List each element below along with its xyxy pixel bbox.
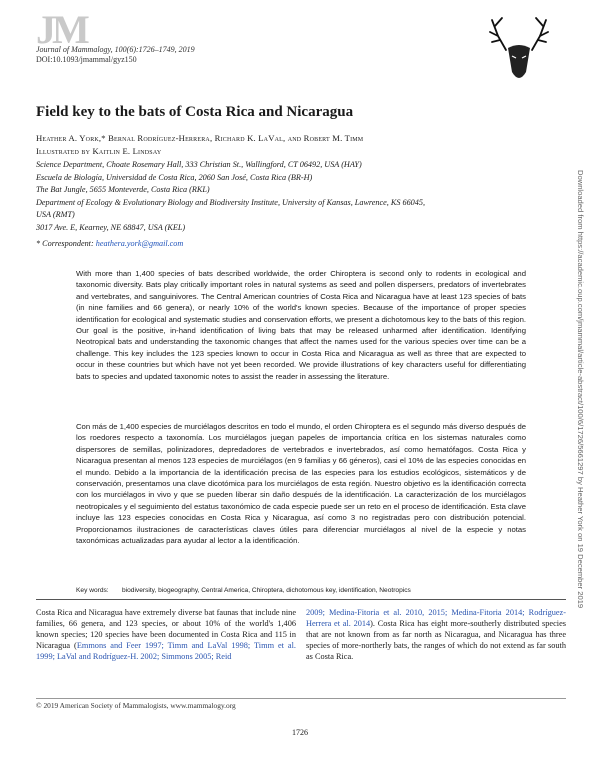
page-number: 1726 [292,728,308,737]
author-list [36,132,566,157]
keywords-text: biodiversity, biogeography, Central America, Chiroptera, dichotomous key, identification, Neotropics [122,587,411,594]
reference-links[interactable]: Emmons and Feer 1997; Timm and LaVal 1998; Timm et al. 1999; LaVal and Rodríguez-H. 2002; Simmons 2005; Reid [36,641,296,662]
article-title: Field key to the bats of Costa Rica and Nicaragua [36,104,354,120]
affiliation: USA (RMT) [36,210,75,220]
correspondent-label: * Correspondent: [36,239,96,248]
body-right-column [306,607,566,662]
correspondent-email-link[interactable]: heathera.york@gmail.com [95,239,184,248]
abstract-english: With more than 1,400 species of bats described worldwide, the order Chiroptera is second only to rodents in ecological and taxonomic diversity. Bats play critically important roles in natural systems as seed and pollen dispersers, predators of invertebrates and vertebrates, and sanguinivores. The Central American countries of Costa Rica and Nicaragua have at least 123 species of bats (in nine families and 66 genera), or nearly 10% of the world's known species. Because of the importance of proper species identification for ecological and systematic studies and conservation efforts, we present a dichotomous key to the bats of this region. Our goal is the positive, in-hand identification of living bats that may be released unharmed after identification. Identifying Neotropical bats and understanding the taxonomic changes that affect the names used for the various species over time can be a challenge. This key includes the 123 species known to occur in Costa Rica and Nicaragua as well as three that are expected to occur in these countries but which have not yet been recorded. We provide illustrations of key characters useful for differentiating bats to species and updated taxonomic notes to assist the reader in assessing the literature. [76,269,526,381]
affiliations [36,159,556,235]
affiliation: Department of Ecology & Evolutionary Biology and Biodiversity Institute, University of Kansas, Lawrence, KS 66045, [36,197,426,207]
doi-link[interactable]: DOI:10.1093/jmammal/gyz150 [36,55,137,64]
body-text: ). Costa Rica has eight more-southerly distributed species that are not known from as far north as Nicaragua, and Nicaragua has three species of more-northerly bats, the ranges of which do not extend as far south as Costa Rica. [306,619,567,662]
authors-line: Heather A. York,* Bernal Rodríguez-Herrera, Richard K. LaVal, and Robert M. Timm [36,133,364,143]
download-watermark: Downloaded from https://academic.oup.com/jmammal/article-abstract/100/6/1726/5661297 by Heather York on 19 December 2019 [576,170,585,609]
affiliation: Escuela de Biología, Universidad de Costa Rica, 2060 San José, Costa Rica (BR-H) [36,172,313,182]
keywords-label: Key words: [76,587,109,594]
copyright-notice: © 2019 American Society of Mammalogists, www.mammalogy.org [36,701,236,710]
body-left-column [36,607,296,662]
illustrator-line: Illustrated by Kaitlin E. Lindsay [36,145,162,156]
reference-links[interactable]: 2009; Medina-Fitoria et al. 2010, 2015; Medina-Fitoria 2014; Rodríguez-Herrera et al. 2014 [306,608,566,629]
deer-skull-icon [486,12,552,90]
affiliation: Science Department, Choate Rosemary Hall, 333 Christian St., Wallingford, CT 06492, USA (HAY) [36,160,362,169]
journal-citation: Journal of Mammalogy, 100(6):1726–1749, 2019 [36,45,195,54]
abstract-spanish: Con más de 1,400 especies de murciélagos descritos en todo el mundo, el orden Chiroptera es el segundo más diverso después de los roedores respecto a taxonomía. Los murciélagos juegan papeles de importancia crítica en los sistemas naturales como dispersores de semillas, polinizadores, depredadores de vertebrados e invertebrados, así como hematófagos. Costa Rica y Nicaragua presentan al menos 123 especies de murciélagos (en 9 familias y 66 géneros), casi el 10% de las especies conocidas en el mundo. Debido a la importancia de la identificación precisa de las especies para los estudios ecológicos, sistemáticos y de conservación, presentamos una clave dicotómica para los murciélagos de esta región. Nuestro objetivo es la identificación correcta con los murciélagos in vivo y que se pueden liberar sin daño después de la identificación. La caracterización de los murciélagos neotropicales y el seguimiento del estatus taxonómico de cada especie puede ser un reto en el proceso de identificación. Esta clave incluye las 123 especies conocidas en Costa Rica y Nicaragua, así como 3 no registradas pero con distribución potencial. Proporcionamos ilustraciones de características claves útiles para diferenciar murciélagos al nivel de la especie y notas taxonómicas actualizadas para ayudar al lector a la identificación. [76,422,526,546]
keywords [76,587,536,594]
correspondent [36,239,183,248]
affiliation: The Bat Jungle, 5655 Monteverde, Costa Rica (RKL) [36,185,210,195]
footer-divider [36,698,566,699]
affiliation: 3017 Ave. E, Kearney, NE 68847, USA (KEL) [36,222,186,232]
body-text: Costa Rica and Nicaragua have extremely diverse bat faunas that include nine families, 66 genera, and 123 species, or about 10% of the world's 1,406 known species; 120 species have been documented in Costa Rica and 115 in Nicaragua ( [36,608,296,651]
divider [36,599,566,600]
journal-logo: JM [36,7,86,52]
